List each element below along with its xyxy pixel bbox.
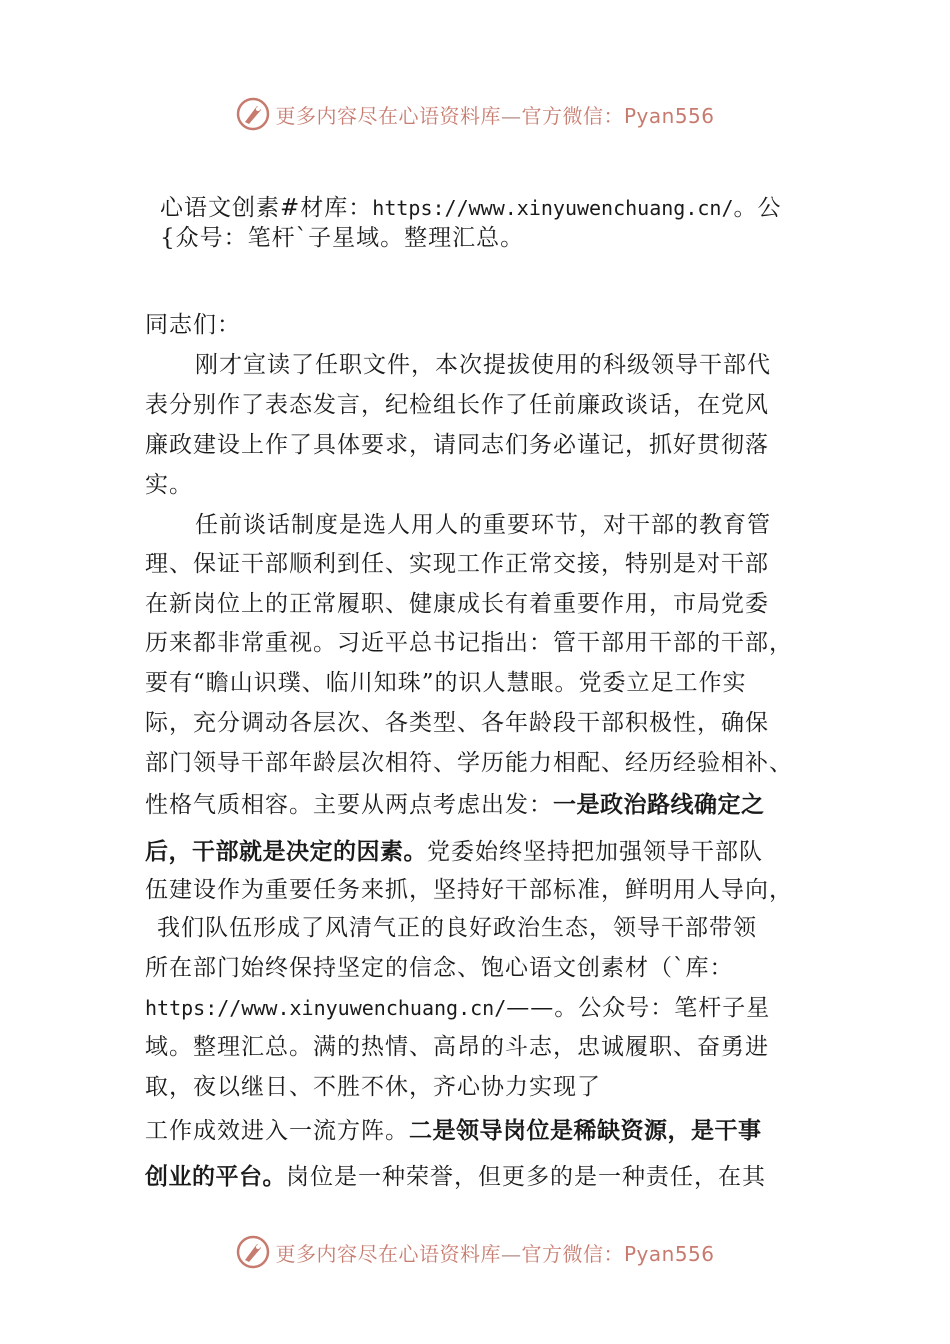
paragraph-2-line-point-two: 工作成效进入一流方阵。二是领导岗位是稀缺资源，是干事	[145, 1118, 762, 1144]
greeting: 同志们：	[145, 312, 241, 338]
paragraph-2-line: 我们队伍形成了风清气正的良好政治生态，领导干部带领	[157, 915, 757, 941]
paragraph-2-line: 创业的平台。岗位是一种荣誉，但更多的是一种责任，在其	[145, 1164, 766, 1190]
paragraph-2-line: 理、保证干部顺利到任、实现工作正常交接，特别是对干部	[145, 551, 769, 577]
paragraph-2-line: 部门领导干部年龄层次相符、学历能力相配、经历经验相补、	[145, 750, 793, 776]
banner-text: 更多内容尽在心语资料库—官方微信：Pyan556	[275, 1241, 715, 1266]
paragraph-2-line: 际，充分调动各层次、各类型、各年龄段干部积极性，确保	[145, 710, 769, 736]
point-one-heading-end: 后，干部就是决定的因素。	[145, 839, 427, 865]
header-banner	[0, 94, 950, 134]
paragraph-1-line: 刚才宣读了任职文件，本次提拔使用的科级领导干部代	[195, 352, 771, 378]
source-note-line-1: 心语文创素#材库：https://www.xinyuwenchuang.cn/。公	[160, 195, 782, 221]
paragraph-2-line: https://www.xinyuwenchuang.cn/——。公众号：笔杆子星	[145, 995, 771, 1021]
point-one-heading: 一是政治路线确定之	[553, 792, 765, 818]
paragraph-1-line: 实。	[145, 472, 193, 498]
paragraph-2-line: 取，夜以继日、不胜不休，齐心协力实现了	[145, 1074, 601, 1100]
paragraph-2-line: 后，干部就是决定的因素。党委始终坚持把加强领导干部队	[145, 839, 763, 865]
point-two-heading: 二是领导岗位是稀缺资源，是干事	[409, 1118, 762, 1144]
paragraph-2-line: 任前谈话制度是选人用人的重要环节，对干部的教育管	[195, 512, 771, 538]
paragraph-1-line: 表分别作了表态发言，纪检组长作了任前廉政谈话，在党风	[145, 392, 769, 418]
paragraph-2-line: 要有“瞻山识璞、临川知珠”的识人慧眼。党委立足工作实	[145, 670, 747, 696]
paragraph-2-line: 域。整理汇总。满的热情、高昂的斗志，忠诚履职、奋勇进	[145, 1034, 769, 1060]
footer-banner	[0, 1232, 950, 1272]
paragraph-2-line: 在新岗位上的正常履职、健康成长有着重要作用，市局党委	[145, 591, 769, 617]
pen-nib-seal-icon	[235, 1234, 271, 1270]
paragraph-2-line: 所在部门始终保持坚定的信念、饱心语文创素材（`库：	[145, 955, 734, 981]
point-two-heading-end: 创业的平台。	[145, 1164, 286, 1190]
source-note-line-2: {众号：笔杆`子星域。整理汇总。	[160, 225, 525, 251]
paragraph-1-line: 廉政建设上作了具体要求，请同志们务必谨记，抓好贯彻落	[145, 432, 769, 458]
paragraph-2-line: 伍建设作为重要任务来抓，坚持好干部标准，鲜明用人导向，	[145, 877, 793, 903]
pen-nib-seal-icon	[235, 96, 271, 132]
banner-text: 更多内容尽在心语资料库—官方微信：Pyan556	[275, 103, 715, 128]
paragraph-2-line-point-one: 性格气质相容。主要从两点考虑出发：一是政治路线确定之	[145, 792, 765, 818]
paragraph-2-line: 历来都非常重视。习近平总书记指出：管干部用干部的干部，	[145, 630, 793, 656]
